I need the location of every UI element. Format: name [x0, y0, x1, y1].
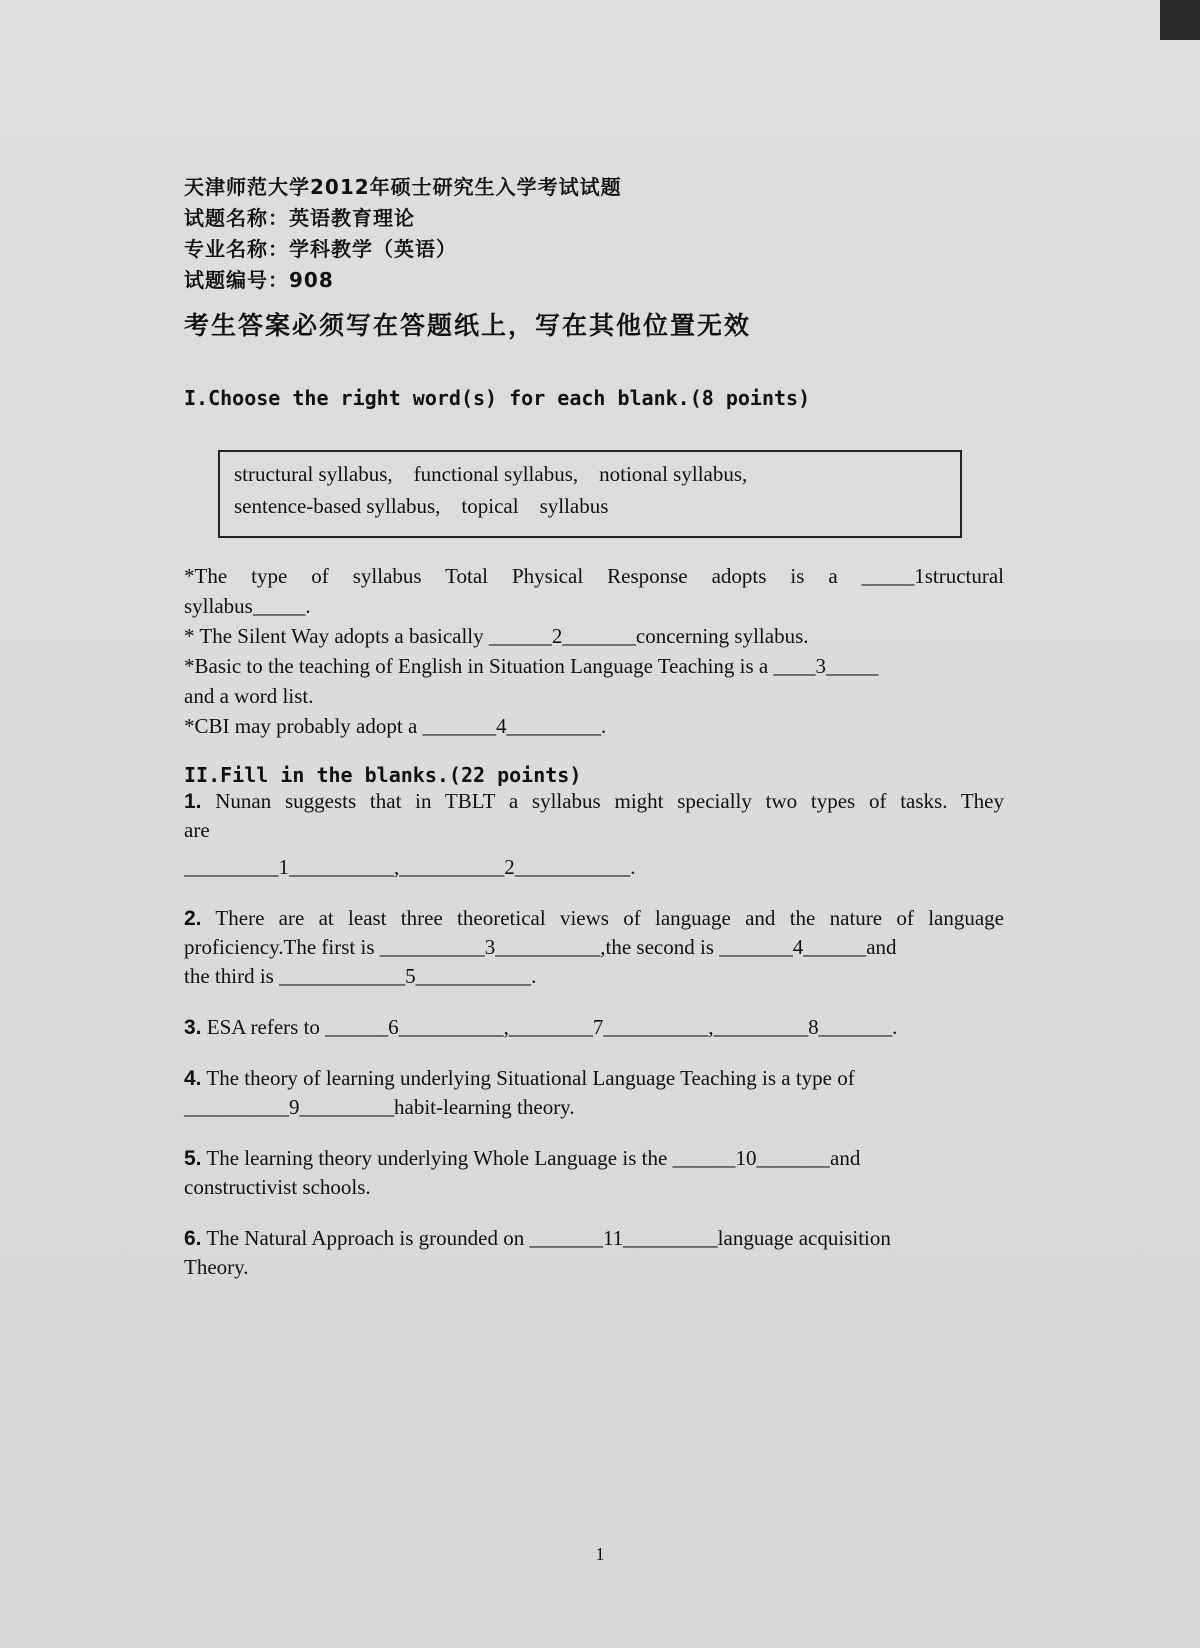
fill-q4-line2: __________9_________habit-learning theory. — [184, 1095, 575, 1119]
section1-questions — [184, 562, 1004, 741]
question-c-line1: *Basic to the teaching of English in Situation Language Teaching is a ____3_____ — [184, 654, 879, 678]
question-number: 4. — [184, 1067, 202, 1090]
question-c-line2: and a word list. — [184, 684, 314, 708]
fill-question-2 — [184, 904, 1004, 991]
answer-notice: 考生答案必须写在答题纸上，写在其他位置无效 — [184, 311, 752, 340]
fill-q1-line1: 1. Nunan suggests that in TBLT a syllabus might specially two types of tasks. They — [184, 789, 1004, 813]
word-bank-box — [218, 450, 962, 538]
question-number: 2. — [184, 907, 202, 930]
fill-q2-line3: the third is ____________5___________. — [184, 964, 537, 988]
fill-q6-line2: Theory. — [184, 1255, 249, 1279]
word-bank-row1: structural syllabus, functional syllabus, notional syllabus, — [234, 462, 748, 486]
question-a-line1: *The type of syllabus Total Physical Response adopts is a _____1structural — [184, 564, 1004, 588]
fill-question-6 — [184, 1224, 1004, 1282]
question-d: *CBI may probably adopt a _______4_________. — [184, 714, 607, 738]
fill-question-5 — [184, 1144, 1004, 1202]
fill-q6-line1: 6. The Natural Approach is grounded on _______11_________language acquisition — [184, 1226, 891, 1250]
fill-q3-line1: 3. ESA refers to ______6__________,________7__________,_________8_______. — [184, 1015, 898, 1039]
fill-q2-line1: 2. There are at least three theoretical views of language and the nature of language — [184, 906, 1004, 930]
exam-code: 试题编号：908 — [184, 268, 334, 292]
question-number: 5. — [184, 1147, 202, 1170]
scan-corner-shadow — [1160, 0, 1200, 40]
question-number: 1. — [184, 790, 202, 813]
question-number: 6. — [184, 1227, 202, 1250]
fill-q1-line3: _________1__________,__________2___________. — [184, 855, 636, 879]
question-b: * The Silent Way adopts a basically ______2_______concerning syllabus. — [184, 624, 809, 648]
fill-question-4 — [184, 1064, 1004, 1122]
question-a-line2: syllabus_____. — [184, 594, 311, 618]
fill-q5-line2: constructivist schools. — [184, 1175, 371, 1199]
exam-subject-name: 试题名称：英语教育理论 — [184, 206, 415, 230]
fill-question-1 — [184, 787, 1004, 882]
section2-title: II.Fill in the blanks.(22 points) — [184, 763, 582, 787]
fill-q1-line2: are — [184, 818, 210, 842]
fill-question-3 — [184, 1013, 1004, 1042]
fill-q5-line1: 5. The learning theory underlying Whole Language is the ______10_______and — [184, 1146, 861, 1170]
section1-title: I.Choose the right word(s) for each blank.(8 points) — [184, 386, 811, 410]
fill-q4-line1: 4. The theory of learning underlying Situational Language Teaching is a type of — [184, 1066, 855, 1090]
question-number: 3. — [184, 1016, 202, 1039]
word-bank-row2: sentence-based syllabus, topical syllabus — [234, 494, 609, 518]
exam-major-name: 专业名称：学科教学（英语） — [184, 237, 457, 261]
exam-title: 天津师范大学2012年硕士研究生入学考试试题 — [184, 175, 622, 199]
page-content — [184, 172, 1004, 1282]
page-number: 1 — [595, 1544, 605, 1564]
fill-q2-line2: proficiency.The first is __________3__________,the second is _______4______and — [184, 935, 897, 959]
